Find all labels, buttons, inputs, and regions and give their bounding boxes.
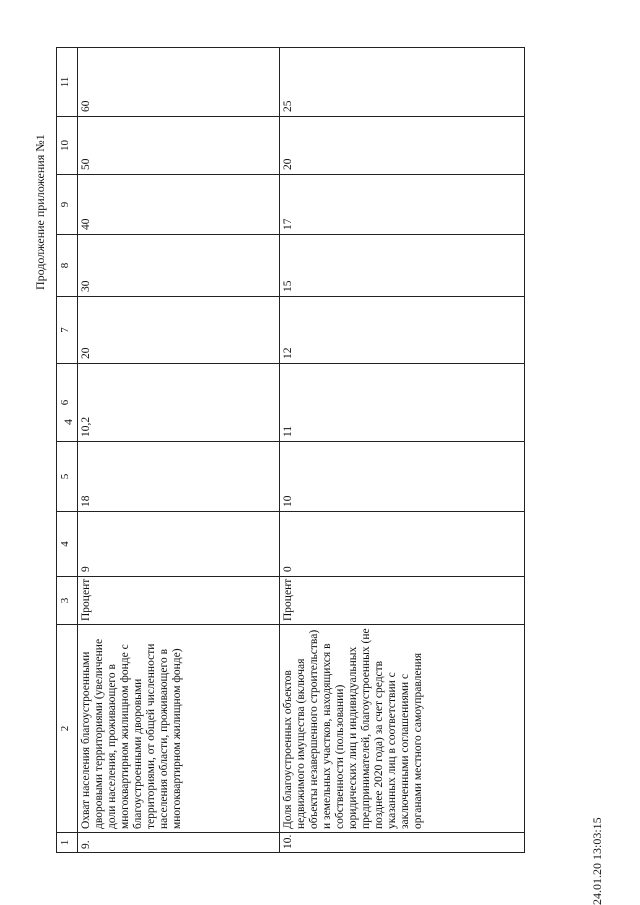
value-cell: 11	[280, 364, 525, 442]
unit-cell: Процент	[78, 577, 280, 625]
value-cell: 10,2	[78, 364, 280, 442]
page-number: 4	[61, 419, 75, 425]
column-header: 10	[57, 117, 78, 175]
table-row	[280, 48, 525, 853]
value-cell: 15	[280, 235, 525, 297]
print-timestamp: 24.01.20 13:03:15	[590, 817, 604, 905]
indicators-table	[56, 47, 525, 853]
value-cell: 17	[280, 175, 525, 235]
column-header: 9	[57, 175, 78, 235]
column-header: 4	[57, 512, 78, 577]
value-cell: 50	[78, 117, 280, 175]
column-header: 8	[57, 235, 78, 297]
value-cell: 10	[280, 442, 525, 512]
column-header: 1	[57, 833, 78, 853]
column-header: 11	[57, 48, 78, 117]
value-cell: 25	[280, 48, 525, 117]
appendix-continuation-note: Продолжение приложения №1	[33, 134, 47, 290]
value-cell: 30	[78, 235, 280, 297]
value-cell: 9	[78, 512, 280, 577]
indicator-name: Охват населения благоустроенными дворовыми территориями (увеличение доли населения, проживающего в многоквартирном жилищном фонде с благоустроенными дворовыми территориями, от общей численности населения области, проживающего в многоквартирном жилищном фонде)	[78, 625, 280, 833]
indicator-name: Доля благоустроенных объектов недвижимого имущества (включая объекты незавершенного строительства) и земельных участков, находящихся в собственности (пользовании) юридических лиц и индивидуальных предпринимателей, благоустроенных (не позднее 2020 года) за счет средств указанных лиц в соответствии с заключенными соглашениями с органами местного самоуправления	[280, 625, 525, 833]
value-cell: 40	[78, 175, 280, 235]
row-number: 9.	[78, 833, 280, 853]
column-header: 7	[57, 297, 78, 364]
value-cell: 0	[280, 512, 525, 577]
column-header: 5	[57, 442, 78, 512]
value-cell: 20	[280, 117, 525, 175]
value-cell: 20	[78, 297, 280, 364]
value-cell: 18	[78, 442, 280, 512]
table-row	[78, 48, 280, 853]
column-number-row	[57, 48, 78, 853]
value-cell: 12	[280, 297, 525, 364]
value-cell: 60	[78, 48, 280, 117]
row-number: 10.	[280, 833, 525, 853]
column-header: 3	[57, 577, 78, 625]
unit-cell: Процент	[280, 577, 525, 625]
column-header: 6	[57, 364, 78, 442]
column-header: 2	[57, 625, 78, 833]
